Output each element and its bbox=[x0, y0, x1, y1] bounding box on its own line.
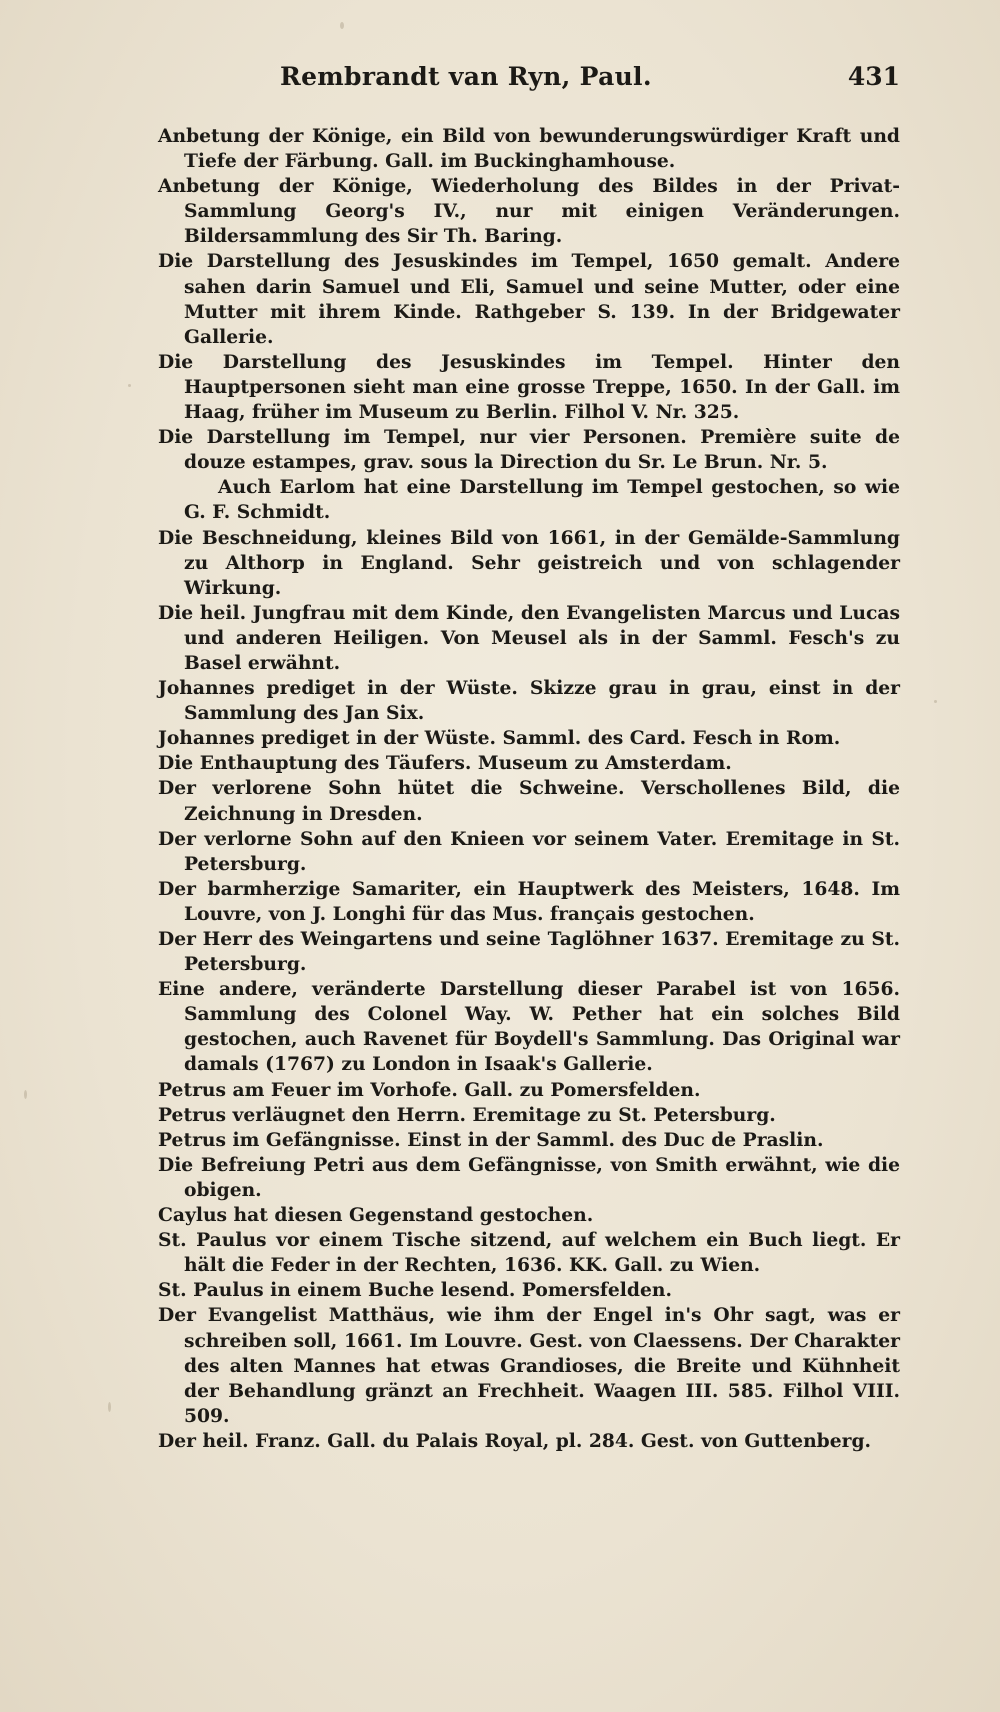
entry-11: Die Enthauptung des Täufers. Museum zu Amsterdam. bbox=[158, 752, 732, 775]
entry-2: Anbetung der Könige, Wiederholung des Bildes in der Privat-Sammlung Georg's IV., nur mit einigen Veränderungen. Bildersammlung des Sir Th. Baring. bbox=[158, 175, 900, 248]
entry-18: Petrus verläugnet den Herrn. Eremitage zu St. Petersburg. bbox=[158, 1103, 776, 1126]
paper-speck bbox=[128, 384, 131, 387]
entry-20: Die Befreiung Petri aus dem Gefängnisse, von Smith erwähnt, wie die obigen. bbox=[158, 1153, 900, 1201]
entry-8: Die heil. Jungfrau mit dem Kinde, den Evangelisten Marcus und Lucas und anderen Heiligen. Von Meusel als in der Samml. Fesch's zu Basel erwähnt. bbox=[158, 601, 900, 674]
paper-speck bbox=[108, 1402, 111, 1412]
entry-1: Anbetung der Könige, ein Bild von bewunderungswürdiger Kraft und Tiefe der Färbung. Gall. im Buckinghamhouse. bbox=[158, 125, 900, 173]
entry-3: Die Darstellung des Jesuskindes im Tempel, 1650 gemalt. Andere sahen darin Samuel und Eli, Samuel und seine Mutter, oder eine Mutter mit ihrem Kinde. Rathgeber S. 139. In der Bridgewater Gallerie. bbox=[158, 250, 900, 348]
running-title: Rembrandt van Ryn, Paul. bbox=[280, 62, 652, 91]
entry-23: St. Paulus in einem Buche lesend. Pomersfelden. bbox=[158, 1279, 672, 1302]
entry-24: Der Evangelist Matthäus, wie ihm der Engel in's Ohr sagt, was er schreiben soll, 1661. Im Louvre. Gest. von Claessens. Der Charakter des alten Mannes hat etwas Grandioses, die Breite und Kühnheit der Behandlung gränzt an Frechheit. Waagen III. 585. Filhol VIII. 509. bbox=[158, 1304, 900, 1427]
page-number: 431 bbox=[847, 62, 900, 91]
entry-16: Eine andere, veränderte Darstellung dieser Parabel ist von 1656. Sammlung des Colonel Way. W. Pether hat ein solches Bild gestochen, auch Ravenet für Boydell's Sammlung. Das Original war damals (1767) zu London in Isaak's Gallerie. bbox=[158, 978, 900, 1076]
entry-10: Johannes prediget in der Wüste. Samml. des Card. Fesch in Rom. bbox=[158, 727, 841, 750]
entry-19: Petrus im Gefängnisse. Einst in der Samml. des Duc de Praslin. bbox=[158, 1128, 824, 1151]
entry-6-note: Auch Earlom hat eine Darstellung im Tempel gestochen, so wie G. F. Schmidt. bbox=[184, 476, 900, 524]
paper-speck bbox=[934, 700, 937, 703]
entry-5: Die Darstellung im Tempel, nur vier Personen. Première suite de douze estampes, grav. sous la Direction du Sr. Le Brun. Nr. 5. bbox=[158, 426, 900, 474]
entry-7: Die Beschneidung, kleines Bild von 1661, in der Gemälde-Sammlung zu Althorp in England. Sehr geistreich und von schlagender Wirkung. bbox=[158, 526, 900, 599]
page-header bbox=[150, 62, 900, 102]
catalogue-entries bbox=[158, 124, 900, 1454]
entry-21: Caylus hat diesen Gegenstand gestochen. bbox=[158, 1204, 594, 1227]
entry-14: Der barmherzige Samariter, ein Hauptwerk des Meisters, 1648. Im Louvre, von J. Longhi für das Mus. français gestochen. bbox=[158, 877, 900, 925]
entry-4: Die Darstellung des Jesuskindes im Tempel. Hinter den Hauptpersonen sieht man eine grosse Treppe, 1650. In der Gall. im Haag, früher im Museum zu Berlin. Filhol V. Nr. 325. bbox=[158, 350, 900, 424]
entry-13: Der verlorne Sohn auf den Knieen vor seinem Vater. Eremitage in St. Petersburg. bbox=[158, 827, 900, 875]
entry-15: Der Herr des Weingartens und seine Taglöhner 1637. Eremitage zu St. Petersburg. bbox=[158, 928, 900, 976]
entry-12: Der verlorene Sohn hütet die Schweine. Verschollenes Bild, die Zeichnung in Dresden. bbox=[158, 777, 900, 825]
entry-9: Johannes prediget in der Wüste. Skizze grau in grau, einst in der Sammlung des Jan Six. bbox=[158, 677, 900, 725]
paper-speck bbox=[24, 1090, 27, 1099]
entry-17: Petrus am Feuer im Vorhofe. Gall. zu Pomersfelden. bbox=[158, 1078, 701, 1101]
entry-25: Der heil. Franz. Gall. du Palais Royal, pl. 284. Gest. von Guttenberg. bbox=[158, 1429, 872, 1452]
entry-22: St. Paulus vor einem Tische sitzend, auf welchem ein Buch liegt. Er hält die Feder in der Rechten, 1636. KK. Gall. zu Wien. bbox=[158, 1229, 900, 1277]
paper-speck bbox=[340, 22, 344, 29]
